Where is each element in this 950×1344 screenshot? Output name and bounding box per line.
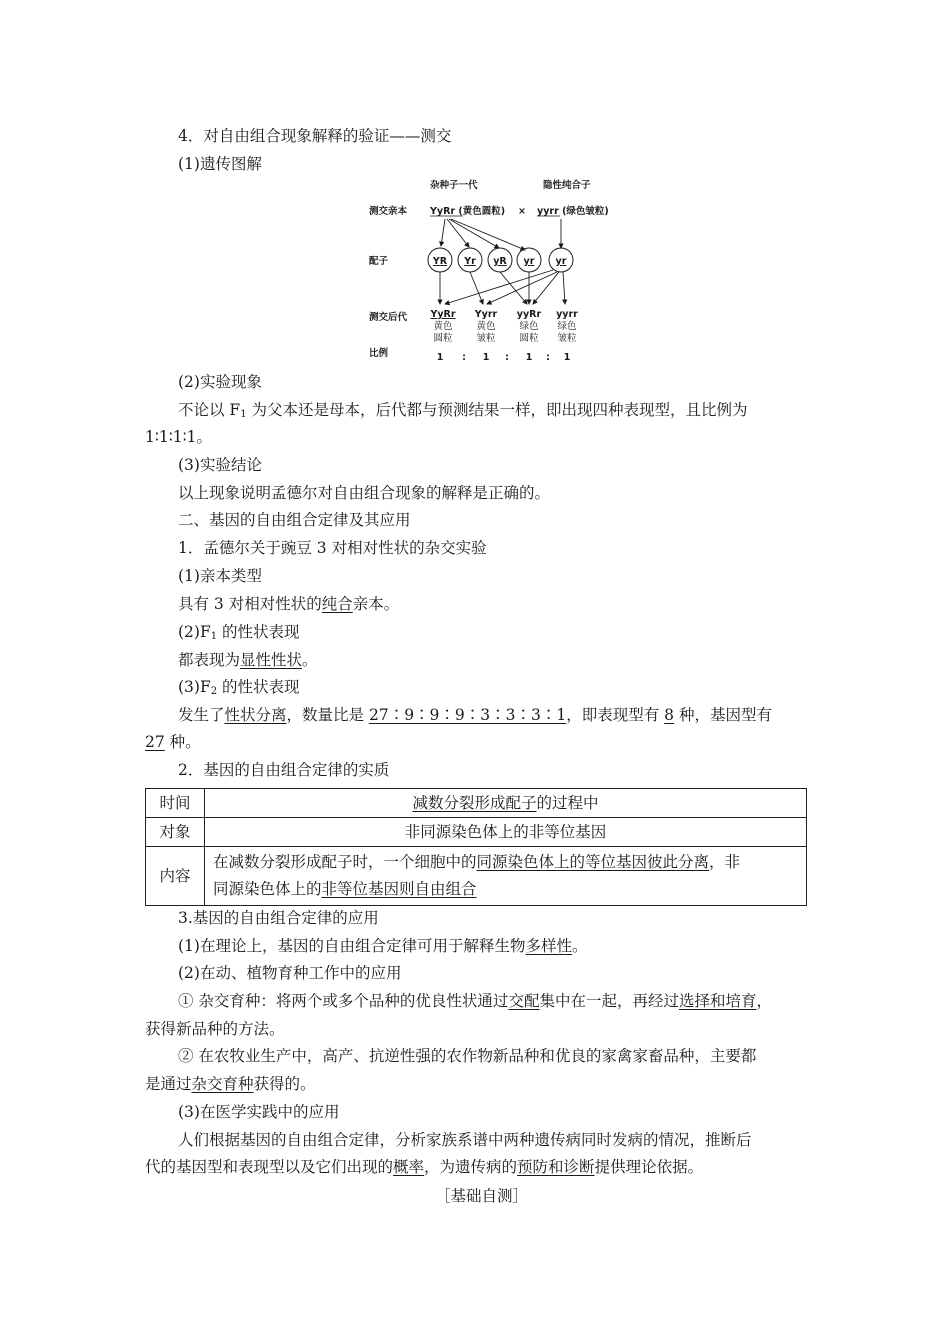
f2-u1: 性状分离 <box>224 706 287 724</box>
offspring-1 <box>429 309 455 344</box>
medicine-line-1: 人们根据基因的自由组合定律，分析家族系谱中两种遗传病同时发病的情况，推断后 <box>178 1131 752 1149</box>
ratio-3: 1 <box>525 352 533 363</box>
time-b: 的过程中 <box>536 794 599 812</box>
ratio-1: 1 <box>436 352 444 363</box>
b1-a: ① 杂交育种：将两个或多个品种的优良性状通过 <box>178 992 509 1010</box>
f1-a: (2)F <box>178 623 211 641</box>
subheading-f2 <box>178 677 300 702</box>
f2-u2: 27∶9∶9∶9∶3∶3∶3∶1 <box>368 706 567 724</box>
gamete-label: 配子 <box>369 256 389 267</box>
med-u1: 概率 <box>393 1158 425 1176</box>
f2-c: ，即表现型有 <box>566 706 665 724</box>
cell-time-value <box>205 789 807 818</box>
cont-b: ，非 <box>709 853 741 871</box>
subheading-breeding: (2)在动、植物育种工作中的应用 <box>178 964 402 982</box>
f2-text-line-2 <box>145 732 201 752</box>
f2-a: 发生了 <box>178 706 225 724</box>
gamete-4: yr <box>523 256 535 267</box>
cross-sign: × <box>518 206 526 217</box>
phenomenon-line-2: 1∶1∶1∶1。 <box>145 428 213 446</box>
conclusion-text: 以上现象说明孟德尔对自由组合现象的解释是正确的。 <box>178 484 551 502</box>
offspring-1-shape: 圆粒 <box>433 333 453 344</box>
f2h-sub: 2 <box>210 686 218 697</box>
med-d: 提供理论依据。 <box>594 1158 704 1176</box>
gamete-1: YR <box>432 256 448 267</box>
f2-e: 种。 <box>164 733 201 751</box>
table-row-content <box>146 847 807 906</box>
b2-c: 获得的。 <box>253 1075 316 1093</box>
med-b: 代的基因型和表现型以及它们出现的 <box>145 1158 394 1176</box>
cell-content-header: 内容 <box>146 847 205 906</box>
f2-u3: 8 <box>664 706 675 724</box>
offspring-4-genotype: yyrr <box>556 309 578 320</box>
subheading-phenomenon: (2)实验现象 <box>178 373 262 391</box>
offspring-4-shape: 皱粒 <box>557 333 577 344</box>
pt-a: 具有 3 对相对性状的 <box>178 595 322 613</box>
offspring-2-shape: 皱粒 <box>476 333 496 344</box>
gamete-3: yR <box>493 256 507 267</box>
medicine-line-2 <box>145 1157 703 1177</box>
time-underline: 减数分裂形成配子 <box>412 794 537 812</box>
b1-b: 集中在一起，再经过 <box>539 992 679 1010</box>
med-c: ，为遗传病的 <box>424 1158 518 1176</box>
phen-sub: 1 <box>240 409 247 420</box>
heading-essence: 2．基因的自由组合定律的实质 <box>178 761 390 779</box>
table-row-object <box>146 818 807 847</box>
breeding-2-line-1: ② 在农牧业生产中，高产、抗逆性强的农作物新品种和优良的家禽家畜品种，主要都 <box>178 1047 757 1065</box>
f2h-a: (3)F <box>178 678 211 696</box>
app1-a: (1)在理论上，基因的自由组合定律可用于解释生物 <box>178 937 526 955</box>
ratio-sep-1: : <box>462 352 466 363</box>
parent1: YyRr (黄色圆粒) <box>430 206 506 217</box>
f1t-underline: 显性性状 <box>240 651 303 669</box>
gamete-offspring-arrows <box>440 270 565 304</box>
ratio-2: 1 <box>482 352 490 363</box>
heading-application: 3.基因的自由组合定律的应用 <box>178 909 379 927</box>
phen-text-a: 不论以 F <box>178 401 241 419</box>
b1-c: ， <box>756 992 772 1010</box>
essence-table <box>145 788 807 906</box>
b1-u1: 交配 <box>508 992 540 1010</box>
app1-u: 多样性 <box>525 937 572 955</box>
parent-gamete-arrows <box>441 219 561 250</box>
cont-c: 同源染色体上的 <box>213 880 322 898</box>
med-u2: 预防和诊断 <box>517 1158 595 1176</box>
offspring-3-genotype: yyRr <box>516 309 542 320</box>
breeding-1-line-1 <box>178 991 772 1011</box>
offspring-4 <box>556 309 578 344</box>
b2-b: 是通过 <box>145 1075 192 1093</box>
offspring-3-shape: 圆粒 <box>519 333 539 344</box>
subheading-parent-type: (1)亲本类型 <box>178 567 262 585</box>
offspring-1-genotype: YyRr <box>430 309 456 320</box>
heading-three-traits: 1．孟德尔关于豌豆 3 对相对性状的杂交实验 <box>178 539 487 557</box>
cell-object-value: 非同源染色体上的非等位基因 <box>205 818 807 847</box>
offspring-4-color: 绿色 <box>557 321 577 332</box>
f1-b: 的性状表现 <box>217 623 300 641</box>
offspring-2-color: 黄色 <box>476 321 496 332</box>
ratio-4: 1 <box>563 352 571 363</box>
offspring-3-color: 绿色 <box>519 321 539 332</box>
phenomenon-line-1 <box>178 400 748 425</box>
parent2: yyrr (绿色皱粒) <box>537 206 609 217</box>
offspring-2 <box>474 309 498 344</box>
footer-basic-test: ［基础自测］ <box>435 1187 529 1205</box>
offspring-1-color: 黄色 <box>433 321 453 332</box>
subheading-f1 <box>178 622 300 647</box>
breeding-1-line-2: 获得新品种的方法。 <box>145 1020 285 1038</box>
parent-type-text <box>178 594 399 614</box>
app-theory <box>178 936 588 956</box>
f2-d: 种，基因型有 <box>674 706 772 724</box>
subheading-medicine: (3)在医学实践中的应用 <box>178 1103 340 1121</box>
cont-a: 在减数分裂形成配子时，一个细胞中的 <box>213 853 477 871</box>
parents-label: 测交亲本 <box>369 206 408 217</box>
part2-title: 二、基因的自由组合定律及其应用 <box>178 511 411 529</box>
cell-content-value <box>205 847 807 906</box>
ratio-label: 比例 <box>369 348 389 359</box>
ratio-sep-3: : <box>546 352 550 363</box>
gamete-5: yr <box>555 256 567 267</box>
f1-text <box>178 650 318 670</box>
subheading-genetic-diagram: (1)遗传图解 <box>178 155 262 173</box>
phen-text-b: 为父本还是母本，后代都与预测结果一样，即出现四种表现型，且比例为 <box>246 401 748 419</box>
gamete-2: Yr <box>464 256 476 267</box>
offspring-2-genotype: Yyrr <box>474 309 498 320</box>
section-title: 4．对自由组合现象解释的验证——测交 <box>178 127 452 145</box>
table-row-time <box>146 789 807 818</box>
f2-text-line-1 <box>178 705 772 725</box>
breeding-2-line-2 <box>145 1074 316 1094</box>
b2-u: 杂交育种 <box>191 1075 254 1093</box>
subheading-conclusion: (3)实验结论 <box>178 456 262 474</box>
cont-u1: 同源染色体上的等位基因彼此分离 <box>476 853 710 871</box>
f1t-b: 。 <box>302 651 318 669</box>
f2h-b: 的性状表现 <box>217 678 300 696</box>
ratio-sep-2: : <box>505 352 509 363</box>
pt-underline: 纯合 <box>321 595 353 613</box>
f1t-a: 都表现为 <box>178 651 241 669</box>
cont-u2: 非等位基因则自由组合 <box>321 880 477 898</box>
f2-u4: 27 <box>145 733 165 751</box>
recessive-label: 隐性纯合子 <box>543 180 591 191</box>
hybrid-label: 杂种子一代 <box>430 180 478 191</box>
cell-object-header: 对象 <box>146 818 205 847</box>
pt-b: 亲本。 <box>352 595 400 613</box>
offspring-3 <box>517 309 542 344</box>
f1-sub: 1 <box>210 631 218 642</box>
f2-b: ，数量比是 <box>286 706 369 724</box>
offspring-label: 测交后代 <box>369 312 408 323</box>
cell-time-header: 时间 <box>146 789 205 818</box>
app1-b: 。 <box>571 937 588 955</box>
testcross-diagram-svg <box>365 174 620 364</box>
testcross-diagram <box>365 174 620 364</box>
b1-u2: 选择和培育 <box>678 992 757 1010</box>
